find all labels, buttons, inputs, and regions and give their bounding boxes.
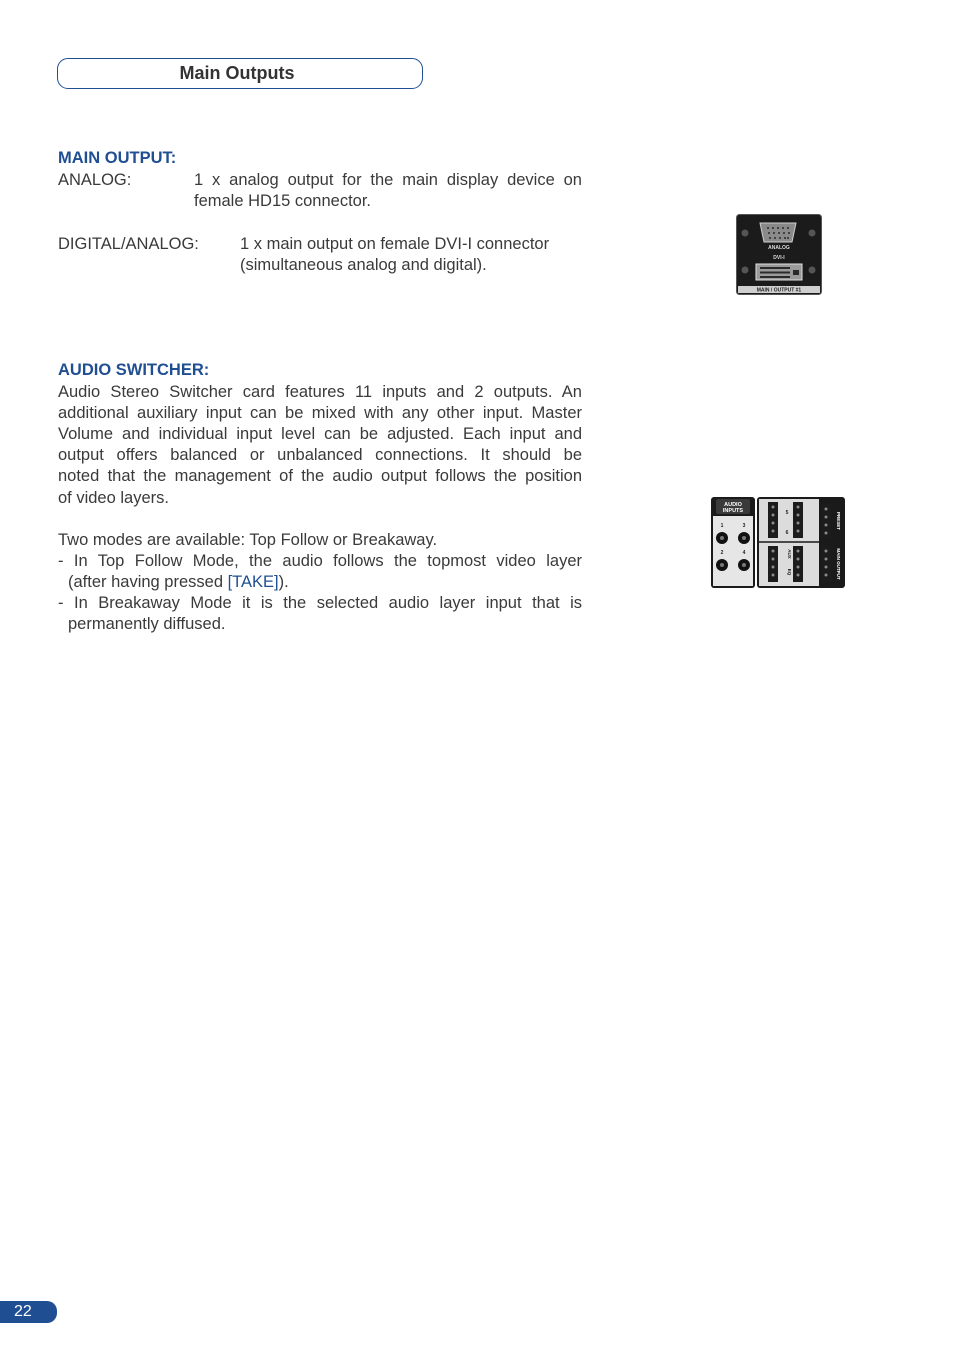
panel-label-main-output-1: MAIN / OUTPUT #1	[756, 287, 802, 294]
terminal-label-aux: AUX	[787, 549, 792, 559]
jack-label-4: 4	[742, 550, 746, 556]
terminal-label-6: 6	[785, 530, 789, 536]
audio-panel-title-line1: AUDIO	[724, 502, 742, 508]
digital-analog-description-line1: 1 x main output on female DVI-I connector	[240, 235, 550, 253]
jack-label-3: 3	[742, 523, 746, 529]
section-title-tab	[57, 58, 423, 89]
main-output-panel-image	[736, 214, 822, 295]
audio-para-line4: output offers balanced or unbalanced connections. It should be	[58, 446, 582, 464]
top-follow-line1: - In Top Follow Mode, the audio follows the topmost video layer	[58, 552, 582, 570]
digital-analog-label: DIGITAL/ANALOG:	[58, 235, 199, 253]
audio-para-line2: additional auxiliary input can be mixed with any other input. Master	[58, 404, 582, 422]
audio-inputs-panel-image	[710, 496, 846, 590]
top-follow-line2-post: ).	[278, 573, 289, 591]
audio-modes-intro: Two modes are available: Top Follow or Breakaway.	[58, 531, 438, 549]
digital-analog-description-line2: (simultaneous analog and digital).	[240, 256, 487, 274]
terminal-label-eq: EQ	[787, 568, 792, 576]
audio-switcher-heading: AUDIO SWITCHER:	[58, 361, 210, 379]
audio-panel-title-line2: INPUTS	[722, 508, 744, 514]
audio-para-line5: noted that the management of the audio output follows the position	[58, 467, 582, 485]
analog-label: ANALOG:	[58, 171, 132, 189]
panel-label-dvi: DVI-I	[773, 255, 785, 261]
terminal-label-main-output: MAIN OUTPUT	[836, 548, 841, 580]
page-number: 22	[0, 1301, 57, 1323]
jack-label-1: 1	[720, 523, 724, 529]
terminal-label-5: 5	[785, 510, 789, 516]
breakaway-line1: - In Breakaway Mode it is the selected audio layer input that is	[58, 594, 582, 612]
top-follow-line2	[68, 572, 289, 593]
jack-label-2: 2	[720, 550, 724, 556]
audio-para-line3: Volume and individual input level can be adjusted. Each input and	[58, 425, 582, 443]
terminal-label-preset: PRESET	[836, 511, 841, 531]
take-button-reference: [TAKE]	[227, 573, 279, 591]
audio-para-line6: of video layers.	[58, 489, 169, 507]
panel-label-analog: ANALOG	[768, 245, 790, 251]
audio-para-line1: Audio Stereo Switcher card features 11 inputs and 2 outputs. An	[58, 383, 582, 401]
top-follow-line2-pre: (after having pressed	[68, 573, 228, 591]
analog-description-line1: 1 x analog output for the main display device on	[194, 171, 582, 189]
main-output-heading: MAIN OUTPUT:	[58, 149, 177, 167]
breakaway-line2: permanently diffused.	[68, 615, 226, 633]
analog-description-line2: female HD15 connector.	[194, 192, 372, 210]
section-title: Main Outputs	[179, 63, 295, 83]
